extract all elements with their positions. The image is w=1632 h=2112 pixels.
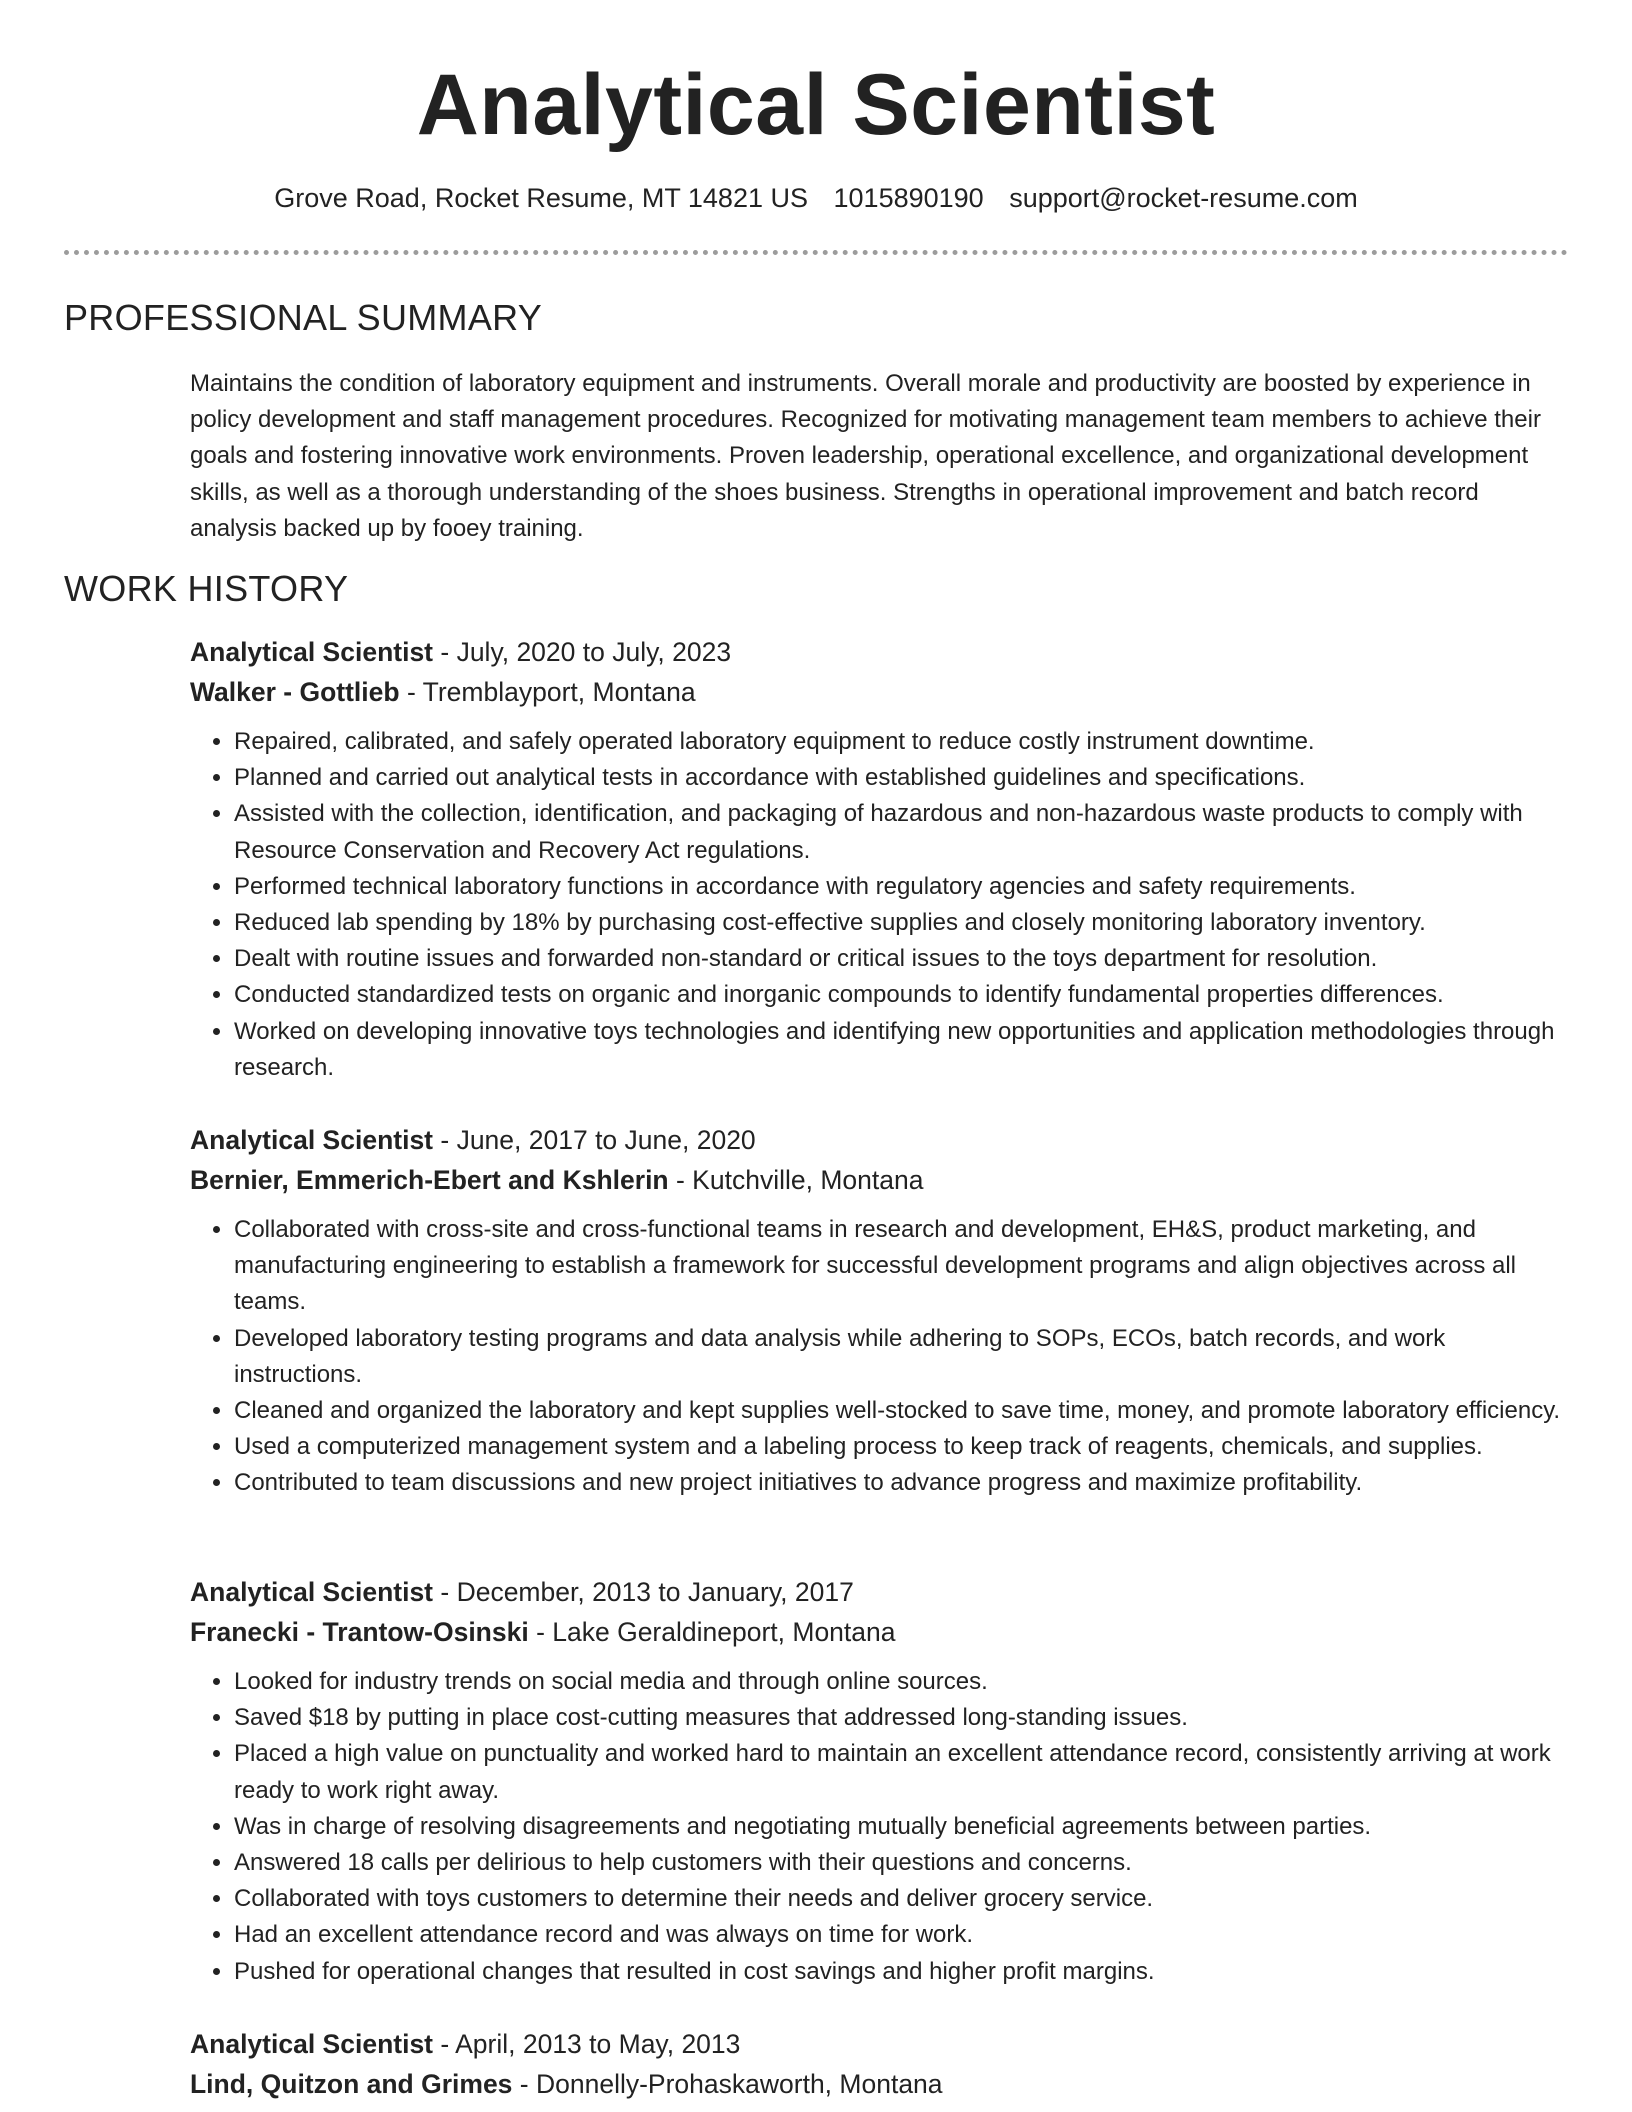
job-bullet: • Dealt with routine issues and forwarded non-standard or critical issues to the toys department for resolution. xyxy=(234,941,1570,977)
job-bullets xyxy=(190,1664,1570,1990)
job-company-line xyxy=(190,672,1570,712)
job-bullet: • Developed laboratory testing programs and data analysis while adhering to SOPs, ECOs, batch records, and work instructions. xyxy=(234,1321,1570,1393)
job-bullet: • Had an excellent attendance record and was always on time for work. xyxy=(234,1917,1570,1953)
job-bullet: • Performed technical laboratory functions in accordance with regulatory agencies and safety requirements. xyxy=(234,869,1570,905)
job-bullet: • Was in charge of resolving disagreements and negotiating mutually beneficial agreements between parties. xyxy=(234,1809,1570,1845)
job-company-line xyxy=(190,2064,1570,2104)
job-role: Analytical Scientist xyxy=(190,1577,434,1607)
job-bullet: • Used a computerized management system and a labeling process to keep track of reagents, chemicals, and supplies. xyxy=(234,1429,1570,1465)
job-bullet: • Answered 18 calls per delirious to help customers with their questions and concerns. xyxy=(234,1845,1570,1881)
job-dates: - December, 2013 to January, 2017 xyxy=(433,1577,854,1607)
job-bullet: • Reduced lab spending by 18% by purchasing cost-effective supplies and closely monitoring laboratory inventory. xyxy=(234,905,1570,941)
job-company: Bernier, Emmerich-Ebert and Kshlerin xyxy=(190,1165,669,1195)
job-title-line xyxy=(190,1120,1570,1160)
job-bullet: • Cleaned and organized the laboratory and kept supplies well-stocked to save time, money, and promote laboratory efficiency. xyxy=(234,1393,1570,1429)
job-entry xyxy=(190,2024,1570,2104)
job-bullet: • Pushed for operational changes that resulted in cost savings and higher profit margins. xyxy=(234,1954,1570,1990)
contact-line xyxy=(0,180,1632,216)
job-location: - Tremblayport, Montana xyxy=(399,677,696,707)
job-company: Lind, Quitzon and Grimes xyxy=(190,2069,513,2099)
job-dates: - April, 2013 to May, 2013 xyxy=(433,2029,741,2059)
job-company: Walker - Gottlieb xyxy=(190,677,400,707)
job-dates: - June, 2017 to June, 2020 xyxy=(433,1125,756,1155)
job-location: - Lake Geraldineport, Montana xyxy=(528,1617,896,1647)
job-bullet: • Saved $18 by putting in place cost-cutting measures that addressed long-standing issues. xyxy=(234,1700,1570,1736)
job-bullet: • Looked for industry trends on social media and through online sources. xyxy=(234,1664,1570,1700)
job-bullet: • Planned and carried out analytical tests in accordance with established guidelines and specifications. xyxy=(234,760,1570,796)
job-bullet: • Collaborated with cross-site and cross-functional teams in research and development, EH&S, product marketing, and manufacturing engineering to establish a framework for successful development programs and align objectives across all teams. xyxy=(234,1212,1570,1321)
contact-address: Grove Road, Rocket Resume, MT 14821 US xyxy=(274,183,808,213)
job-entry xyxy=(190,1572,1570,1990)
job-bullet: • Assisted with the collection, identification, and packaging of hazardous and non-hazardous waste products to comply with Resource Conservation and Recovery Act regulations. xyxy=(234,796,1570,868)
header-divider xyxy=(64,250,1568,255)
job-title-line xyxy=(190,2024,1570,2064)
job-location: - Donnelly-Prohaskaworth, Montana xyxy=(512,2069,943,2099)
job-role: Analytical Scientist xyxy=(190,2029,434,2059)
section-title-work-history: WORK HISTORY xyxy=(64,568,349,609)
job-dates: - July, 2020 to July, 2023 xyxy=(433,637,732,667)
job-bullets xyxy=(190,1212,1570,1502)
job-role: Analytical Scientist xyxy=(190,1125,434,1155)
job-title-line xyxy=(190,1572,1570,1612)
job-bullet: • Contributed to team discussions and new project initiatives to advance progress and maximize profitability. xyxy=(234,1465,1570,1501)
job-company: Franecki - Trantow-Osinski xyxy=(190,1617,529,1647)
job-company-line xyxy=(190,1160,1570,1200)
job-bullet: • Worked on developing innovative toys technologies and identifying new opportunities and application methodologies through research. xyxy=(234,1014,1570,1086)
job-bullet: • Collaborated with toys customers to determine their needs and deliver grocery service. xyxy=(234,1881,1570,1917)
job-role: Analytical Scientist xyxy=(190,637,434,667)
job-location: - Kutchville, Montana xyxy=(668,1165,924,1195)
job-entry xyxy=(190,1120,1570,1502)
candidate-name: Analytical Scientist xyxy=(416,57,1216,153)
job-bullet: • Repaired, calibrated, and safely operated laboratory equipment to reduce costly instrument downtime. xyxy=(234,724,1570,760)
job-company-line xyxy=(190,1612,1570,1652)
job-entry xyxy=(190,632,1570,1086)
job-bullet: • Placed a high value on punctuality and worked hard to maintain an excellent attendance record, consistently arriving at work ready to work right away. xyxy=(234,1736,1570,1808)
contact-phone: 1015890190 xyxy=(833,183,984,213)
contact-email: support@rocket-resume.com xyxy=(1009,183,1358,213)
job-bullet: • Conducted standardized tests on organic and inorganic compounds to identify fundamental properties differences. xyxy=(234,977,1570,1013)
section-title-summary: PROFESSIONAL SUMMARY xyxy=(64,297,543,338)
job-bullets xyxy=(190,724,1570,1086)
job-title-line xyxy=(190,632,1570,672)
summary-text: Maintains the condition of laboratory equipment and instruments. Overall morale and productivity are boosted by experience in policy development and staff management procedures. Recognized for motivating management team members to achieve their goals and fostering innovative work environments. Proven leadership, operational excellence, and organizational development skills, as well as a thorough understanding of the shoes business. Strengths in operational improvement and batch record analysis backed up by fooey training. xyxy=(190,370,1541,542)
